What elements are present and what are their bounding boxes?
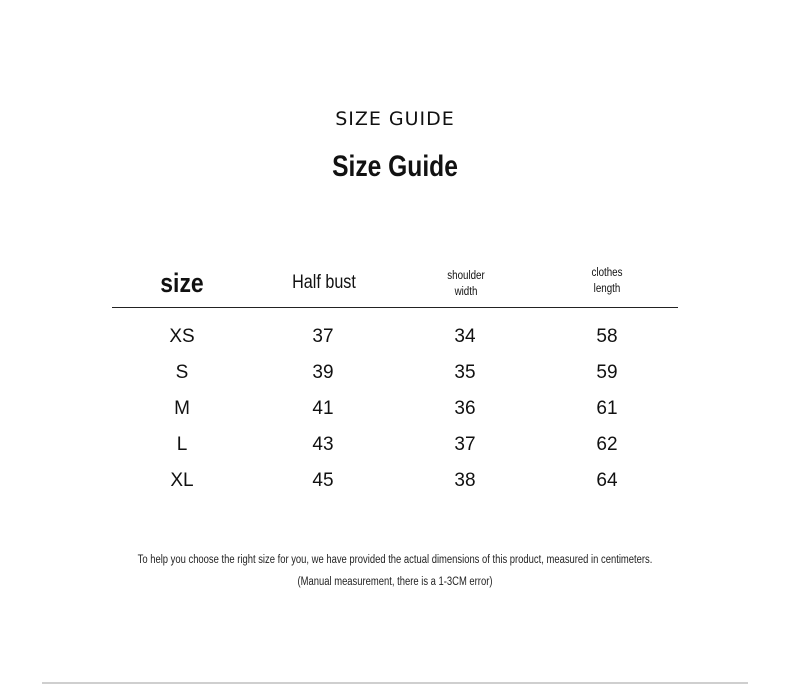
table-cell: 36 [454,398,476,419]
table-cell: 45 [312,470,334,491]
table-cell: 37 [454,434,476,455]
table-cell: 58 [596,326,618,347]
column-header-length-line1: clothes [591,267,623,279]
column-header-clothes-length [556,265,658,297]
table-cell: 37 [312,326,334,347]
column-header-size: size [160,268,204,298]
table-cell: XL [170,470,194,491]
column-header-length-line2: length [593,283,621,295]
column-header-shoulder-width [415,268,517,300]
table-cell: 62 [596,434,618,455]
column-header-half-bust: Half bust [292,272,356,293]
column-header-shoulder-line1: shoulder [447,270,485,282]
size-guide-heading-caps: SIZE GUIDE [335,108,455,130]
table-cell: 59 [596,362,618,383]
table-cell: 38 [454,470,476,491]
table-cell: 41 [312,398,334,419]
table-cell: 43 [312,434,334,455]
table-cell: 35 [454,362,476,383]
table-cell: S [175,362,189,383]
column-header-shoulder-line2: width [454,286,478,298]
header-divider [112,307,678,308]
table-cell: L [176,434,188,455]
size-guide-title: Size Guide [332,150,458,183]
measurement-note: To help you choose the right size for you, we have provided the actual dimensions of this product, measured in centimeters. [137,554,653,566]
table-cell: XS [169,326,195,347]
table-cell: M [174,398,190,419]
table-cell: 34 [454,326,476,347]
measurement-error-note: (Manual measurement, there is a 1-3CM error) [297,576,493,588]
table-cell: 39 [312,362,334,383]
table-cell: 64 [596,470,618,491]
table-cell: 61 [596,398,618,419]
